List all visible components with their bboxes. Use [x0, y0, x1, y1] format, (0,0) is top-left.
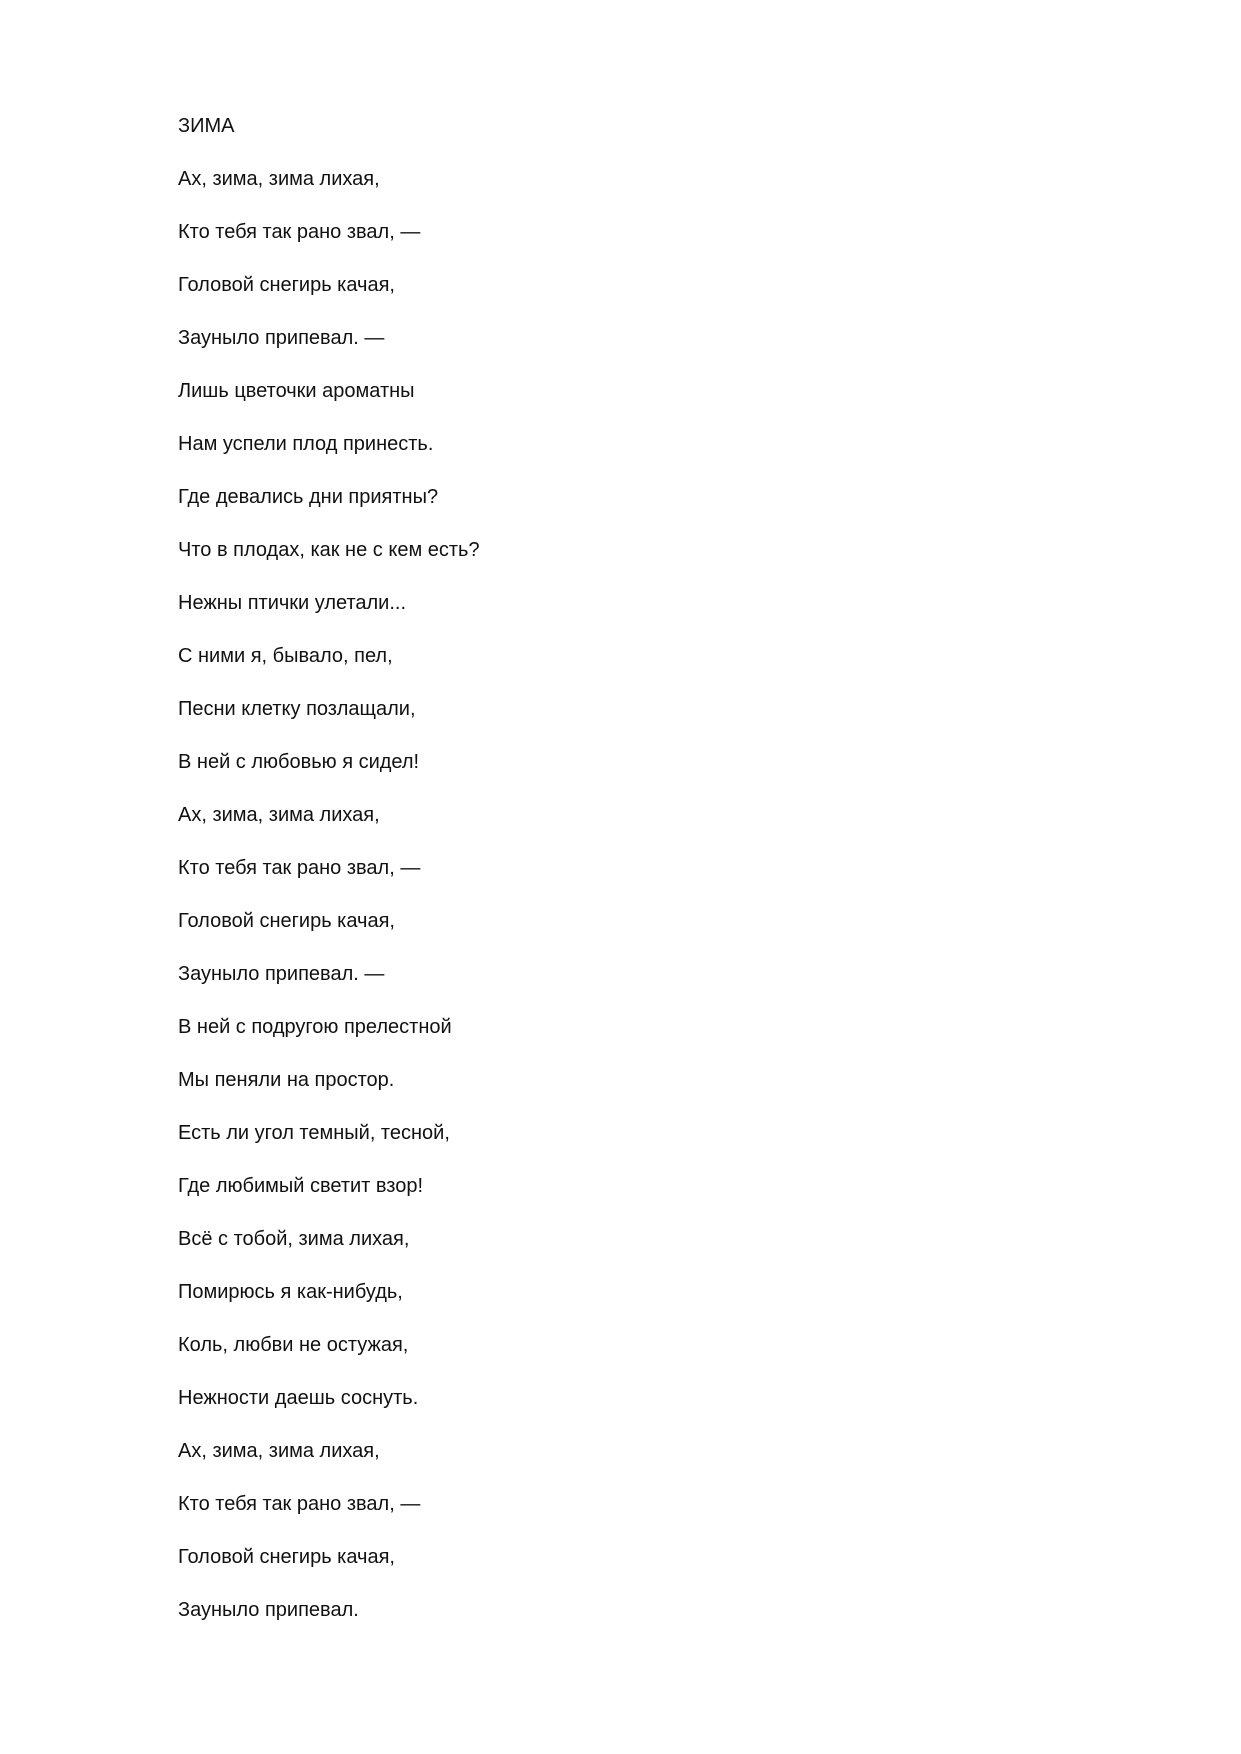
poem-line: Коль, любви не остужая,: [178, 1334, 409, 1356]
poem-line: Зауныло припевал. —: [178, 963, 385, 985]
poem-line: Кто тебя так рано звал, —: [178, 857, 421, 879]
poem-line: Где любимый светит взор!: [178, 1175, 424, 1197]
poem-line: Зауныло припевал.: [178, 1599, 359, 1621]
poem-line: Ах, зима, зима лихая,: [178, 168, 380, 190]
poem-line: Что в плодах, как не с кем есть?: [178, 539, 480, 561]
poem-line: Где девались дни приятны?: [178, 486, 439, 508]
poem-line: В ней с подругою прелестной: [178, 1016, 452, 1038]
poem-line: Всё с тобой, зима лихая,: [178, 1228, 410, 1250]
poem-line: С ними я, бывало, пел,: [178, 645, 393, 667]
poem-line: Головой снегирь качая,: [178, 274, 395, 296]
poem-line: Нежности даешь соснуть.: [178, 1387, 419, 1409]
poem-line: Помирюсь я как-нибудь,: [178, 1281, 403, 1303]
poem-line: Кто тебя так рано звал, —: [178, 1493, 421, 1515]
poem: [178, 116, 480, 1653]
poem-line: В ней с любовью я сидел!: [178, 751, 420, 773]
poem-line: Головой снегирь качая,: [178, 910, 395, 932]
poem-line: Есть ли угол темный, тесной,: [178, 1122, 450, 1144]
poem-line: Головой снегирь качая,: [178, 1546, 395, 1568]
poem-line: Ах, зима, зима лихая,: [178, 1440, 380, 1462]
poem-line: Песни клетку позлащали,: [178, 698, 416, 720]
poem-line: Ах, зима, зима лихая,: [178, 804, 380, 826]
poem-line: Мы пеняли на простор.: [178, 1069, 395, 1091]
poem-line: Нежны птички улетали...: [178, 592, 407, 614]
poem-line: Кто тебя так рано звал, —: [178, 221, 421, 243]
poem-title: ЗИМА: [178, 115, 235, 137]
poem-line: Зауныло припевал. —: [178, 327, 385, 349]
poem-line: Нам успели плод принесть.: [178, 433, 434, 455]
poem-line: Лишь цветочки ароматны: [178, 380, 415, 402]
